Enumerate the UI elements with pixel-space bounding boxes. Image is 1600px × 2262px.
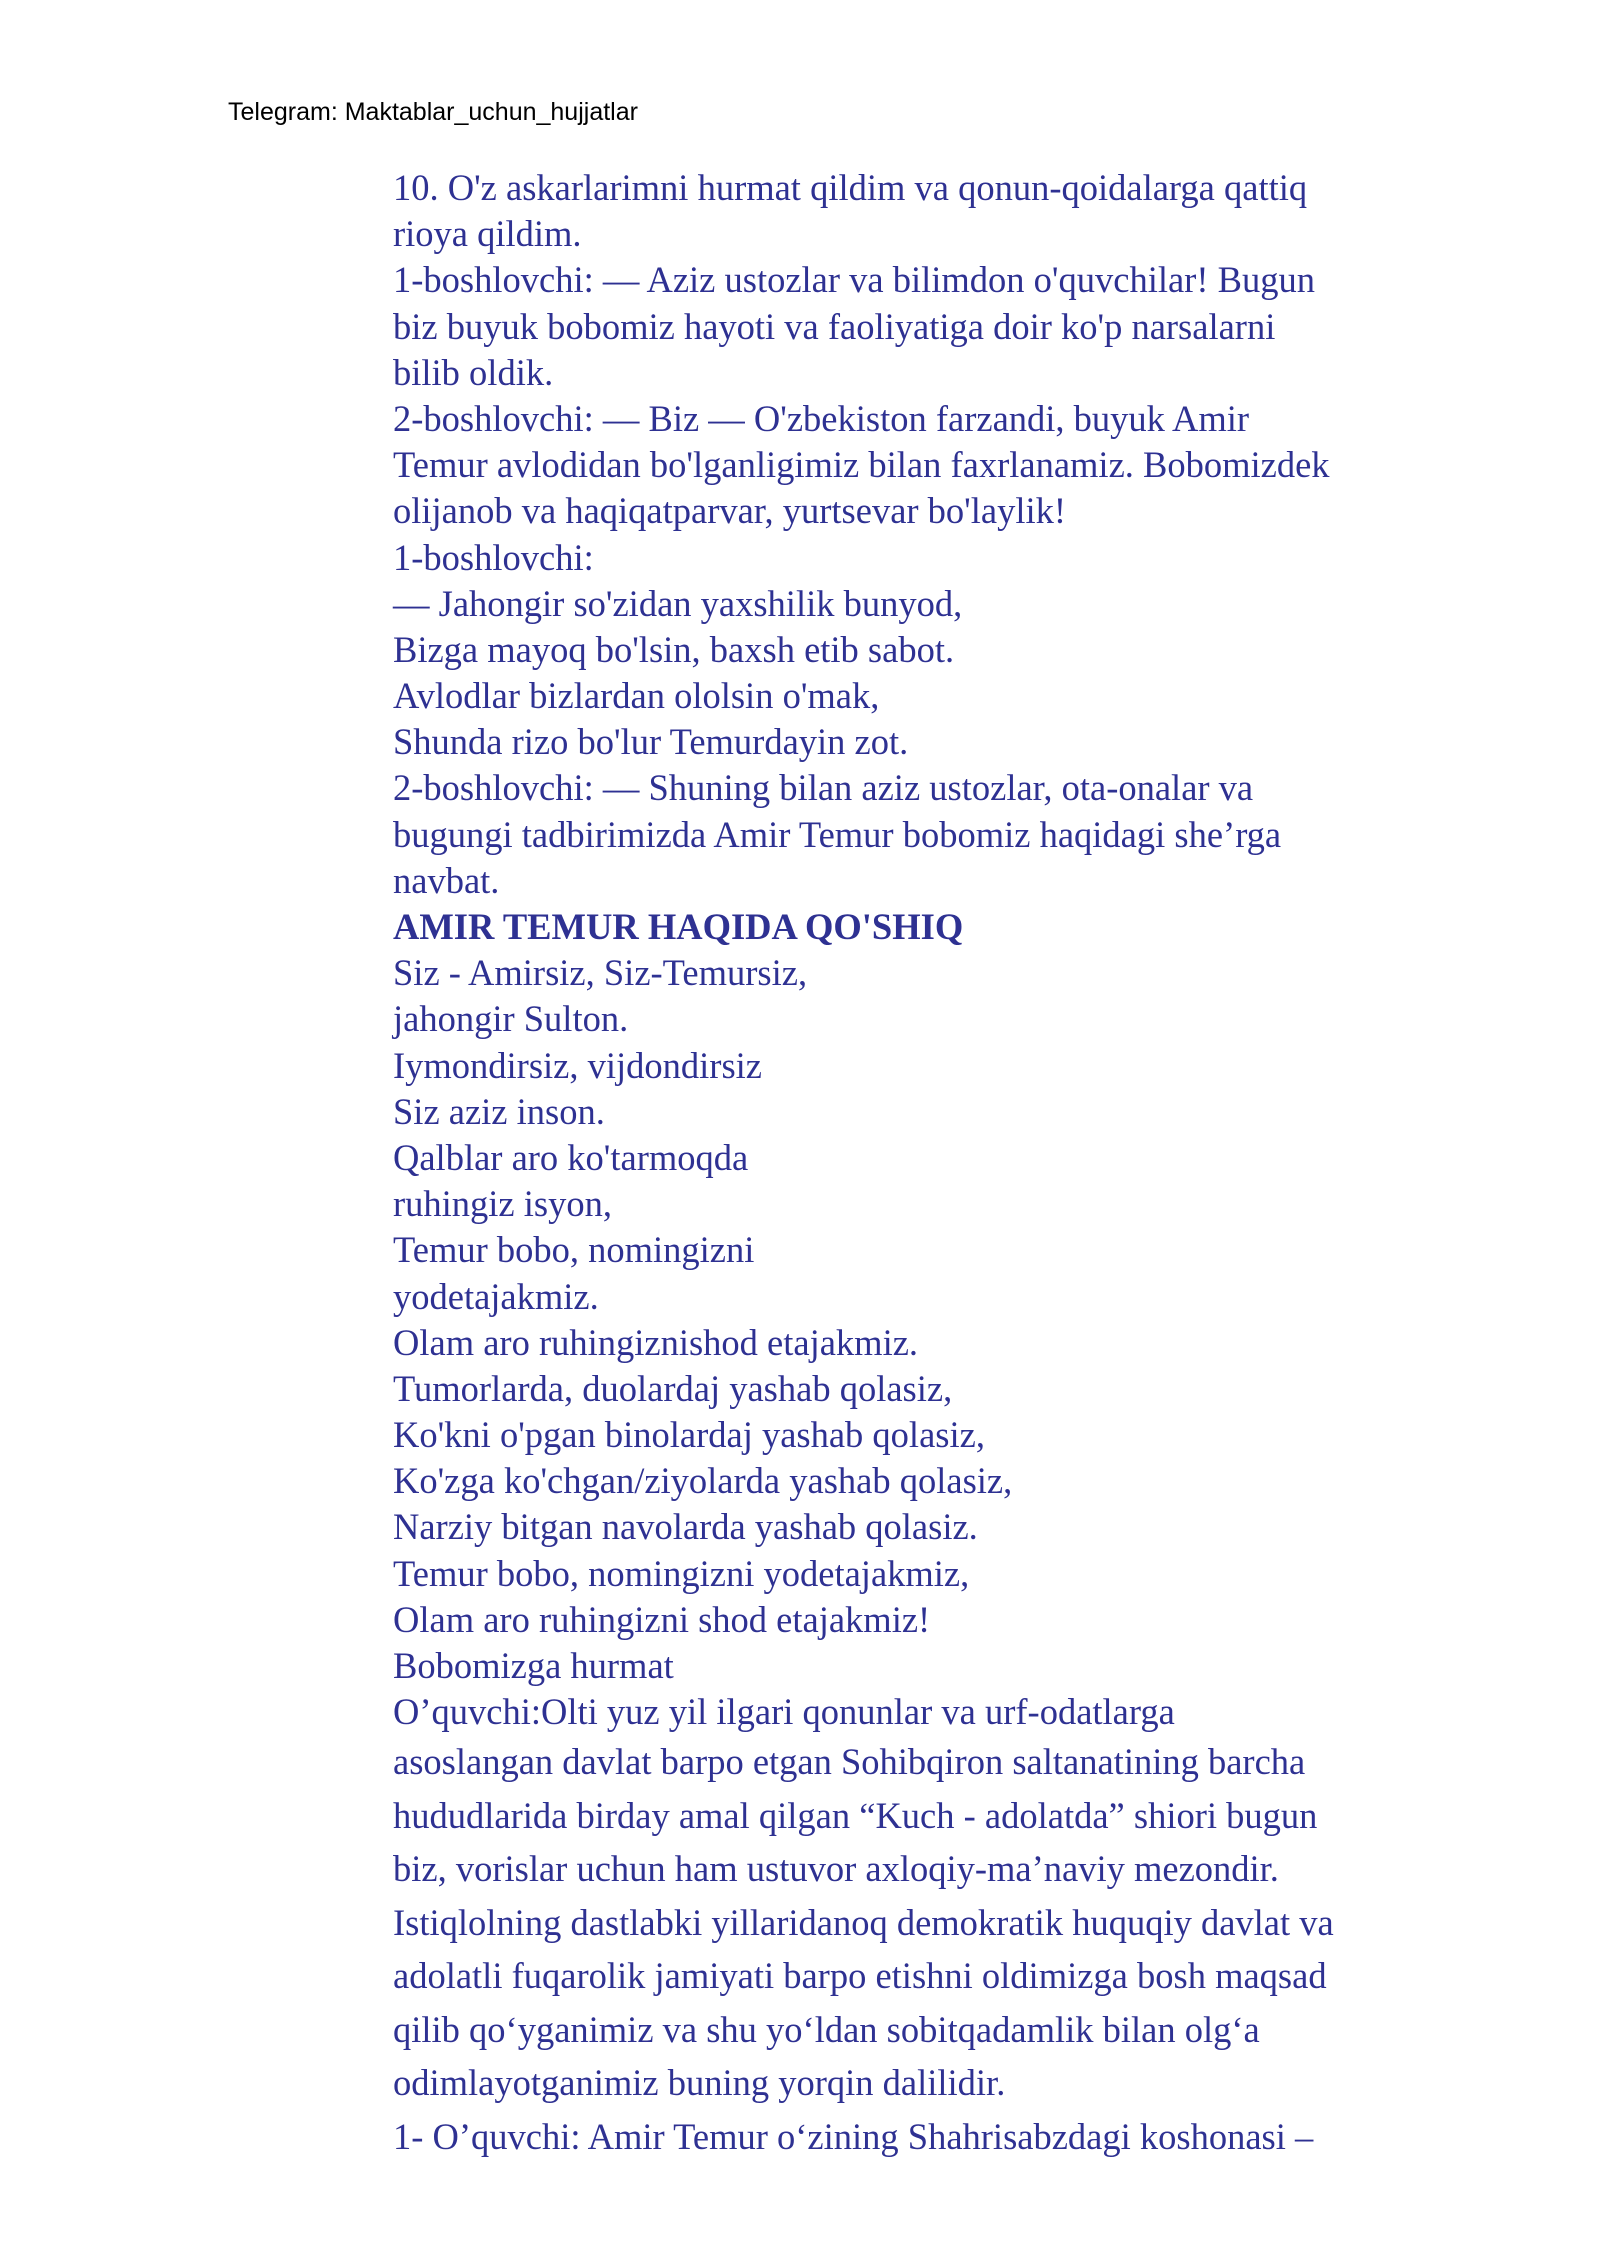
text-line: 2-boshlovchi: — Biz — O'zbekiston farzandi, buyuk Amir	[393, 397, 1250, 439]
text-line: olijanob va haqiqatparvar, yurtsevar bo'laylik!	[393, 490, 1067, 532]
text-line: Qalblar aro ko'tarmoqda	[393, 1136, 749, 1178]
text-line: bugungi tadbirimizda Amir Temur bobomiz haqidagi she’rga	[393, 813, 1282, 855]
text-line: Shunda rizo bo'lur Temurdayin zot.	[393, 721, 909, 763]
text-line: qilib qo‘yganimiz va shu yo‘ldan sobitqadamlik bilan olg‘a	[393, 2008, 1260, 2050]
document-body	[393, 165, 1473, 2163]
text-line: biz buyuk bobomiz hayoti va faoliyatiga doir ko'p narsalarni	[393, 305, 1276, 347]
text-line: asoslangan davlat barpo etgan Sohibqiron saltanatining barcha	[393, 1741, 1306, 1783]
text-line: — Jahongir so'zidan yaxshilik bunyod,	[393, 582, 963, 624]
text-line: Siz aziz inson.	[393, 1090, 605, 1132]
text-line: Avlodlar bizlardan ololsin o'mak,	[393, 675, 880, 717]
text-line: 1-boshlovchi: — Aziz ustozlar va bilimdon o'quvchilar! Bugun	[393, 259, 1315, 301]
text-line: Bizga mayoq bo'lsin, baxsh etib sabot.	[393, 628, 955, 670]
text-line: Ko'zga ko'chgan/ziyolarda yashab qolasiz,	[393, 1460, 1013, 1502]
text-line: biz, vorislar uchun ham ustuvor axloqiy-ma’naviy mezondir.	[393, 1848, 1279, 1890]
page-header: Telegram: Maktablar_uchun_hujjatlar	[228, 98, 638, 126]
text-line: Iymondirsiz, vijdondirsiz	[393, 1044, 763, 1086]
text-line: ruhingiz isyon,	[393, 1183, 612, 1225]
text-line: 1-boshlovchi:	[393, 536, 594, 578]
text-line: odimlayotganimiz buning yorqin dalilidir.	[393, 2062, 1006, 2104]
song-title: AMIR TEMUR HAQIDA QO'SHIQ	[393, 906, 964, 947]
text-line: Narziy bitgan navolarda yashab qolasiz.	[393, 1506, 978, 1548]
text-line: yodetajakmiz.	[393, 1275, 599, 1317]
text-line: rioya qildim.	[393, 213, 582, 255]
text-line: 1- O’quvchi: Amir Temur o‘zining Shahrisabzdagi koshonasi –	[393, 2115, 1314, 2157]
text-line: O’quvchi:Olti yuz yil ilgari qonunlar va urf-odatlarga	[393, 1691, 1175, 1733]
text-line: Tumorlarda, duolardaj yashab qolasiz,	[393, 1367, 953, 1409]
text-line: Temur avlodidan bo'lganligimiz bilan faxrlanamiz. Bobomizdek	[393, 444, 1330, 486]
text-line: navbat.	[393, 859, 500, 901]
text-line: hududlarida birday amal qilgan “Kuch - adolatda” shiori bugun	[393, 1794, 1318, 1836]
text-line: 2-boshlovchi: — Shuning bilan aziz ustozlar, ota-onalar va	[393, 767, 1254, 809]
text-line: Olam aro ruhingiznishod etajakmiz.	[393, 1321, 919, 1363]
text-line: Siz - Amirsiz, Siz-Temursiz,	[393, 952, 808, 994]
text-line: Bobomizga hurmat	[393, 1645, 674, 1686]
text-line: Ko'kni o'pgan binolardaj yashab qolasiz,	[393, 1414, 985, 1456]
text-line: jahongir Sulton.	[393, 998, 629, 1040]
text-line: 10. O'z askarlarimni hurmat qildim va qonun-qoidalarga qattiq	[393, 167, 1308, 208]
text-line: bilib oldik.	[393, 351, 554, 393]
text-line: Temur bobo, nomingizni	[393, 1229, 755, 1271]
text-line: Istiqlolning dastlabki yillaridanoq demokratik huquqiy davlat va	[393, 1901, 1334, 1943]
text-line: adolatli fuqarolik jamiyati barpo etishni oldimizga bosh maqsad	[393, 1955, 1327, 1997]
text-line: Olam aro ruhingizni shod etajakmiz!	[393, 1598, 931, 1640]
text-line: Temur bobo, nomingizni yodetajakmiz,	[393, 1552, 970, 1594]
